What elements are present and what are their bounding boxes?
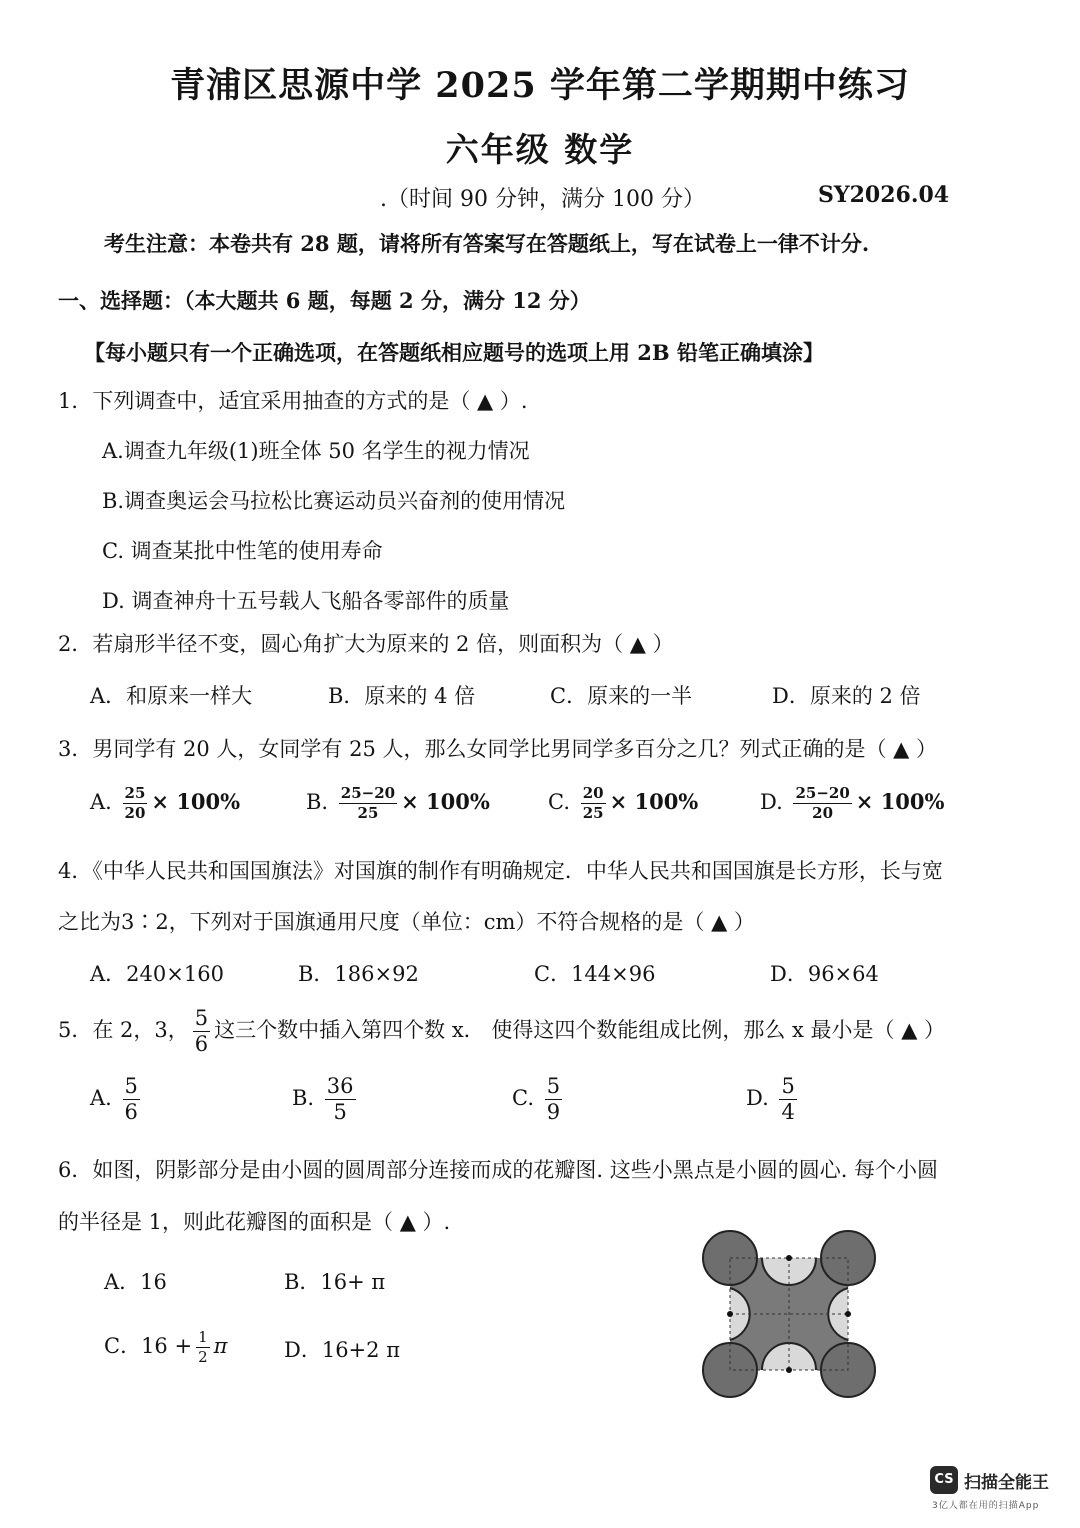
q6-c-pi: π (213, 1334, 228, 1358)
q5-b-denominator: 5 (333, 1100, 347, 1124)
q6-option-a: A．16 (104, 1270, 167, 1294)
q3-d-label: D. (760, 790, 783, 814)
q6-c-label: C．16 + (104, 1334, 193, 1358)
q1-option-b: B.调查奥运会马拉松比赛运动员兴奋剂的使用情况 (102, 489, 566, 513)
q3-b-denominator: 25 (357, 804, 379, 822)
q2-option-c: C．原来的一半 (550, 684, 693, 708)
q3-option-d (760, 786, 944, 821)
q5-option-c (512, 1076, 566, 1123)
q6-c-denominator: 2 (198, 1348, 208, 1366)
q6-option-c (104, 1330, 227, 1365)
q4-stem-line1: 4．《中华人民共和国国旗法》对国旗的制作有明确规定．中华人民共和国国旗是长方形，长与宽 (58, 859, 943, 883)
q5-option-d (746, 1076, 801, 1123)
q6-option-b: B．16+ π (284, 1270, 386, 1294)
scanner-brand-tagline: 3亿人都在用的扫描App (932, 1501, 1040, 1511)
q5-d-numerator: 5 (781, 1074, 795, 1098)
q5-a-fraction (123, 1076, 140, 1123)
q5-d-label: D. (746, 1086, 769, 1110)
q3-b-label: B. (306, 790, 329, 814)
q5-c-denominator: 9 (546, 1100, 561, 1124)
section-title: 一、选择题：（本大题共 6 题，每题 2 分，满分 12 分） (58, 288, 591, 313)
q4-option-d: D．96×64 (770, 962, 879, 986)
q3-c-denominator: 25 (582, 804, 604, 822)
exam-notice: 考生注意：本卷共有 28 题，请将所有答案写在答题纸上，写在试卷上一律不计分. (104, 231, 870, 256)
q5-d-denominator: 4 (781, 1100, 795, 1124)
q3-d-numerator: 25−20 (795, 784, 850, 802)
q3-a-denominator: 20 (124, 804, 146, 822)
q3-a-fraction (123, 786, 148, 821)
exam-title: 青浦区思源中学 2025 学年第二学期期中练习 (170, 65, 910, 106)
q5-c-label: C. (512, 1086, 534, 1110)
q2-stem: 2．若扇形半径不变，圆心角扩大为原来的 2 倍，则面积为（ ▲ ） (58, 632, 674, 656)
figure-center-dot-top (786, 1255, 792, 1261)
q5-b-numerator: 36 (326, 1074, 354, 1098)
q5-a-numerator: 5 (124, 1074, 138, 1098)
q4-option-c: C．144×96 (534, 962, 656, 986)
q4-option-a: A．240×160 (90, 962, 224, 986)
q3-a-numerator: 25 (124, 784, 146, 802)
q1-option-c: C. 调查某批中性笔的使用寿命 (102, 539, 383, 563)
q5-b-label: B. (292, 1086, 315, 1110)
exam-meta: .（时间 90 分钟，满分 100 分） (380, 187, 705, 212)
q3-d-fraction (793, 786, 851, 821)
q3-c-fraction (581, 786, 606, 821)
q3-d-denominator: 20 (812, 804, 834, 822)
figure-center-dot-left (727, 1311, 733, 1317)
q6-c-fraction (196, 1330, 210, 1365)
q6-stem-line2: 的半径是 1，则此花瓣图的面积是（ ▲ ）. (58, 1210, 451, 1234)
q5-d-fraction (779, 1076, 796, 1123)
q5-stem-fraction (193, 1008, 210, 1055)
q2-option-a: A．和原来一样大 (90, 684, 253, 708)
q5-c-numerator: 5 (546, 1074, 561, 1098)
q1-option-d: D. 调查神舟十五号载人飞船各零部件的质量 (102, 589, 510, 613)
q3-option-a (90, 786, 240, 821)
q5-b-fraction (325, 1076, 356, 1123)
exam-code: SY2026.04 (818, 182, 950, 208)
petal-figure (700, 1228, 878, 1400)
q4-option-b: B．186×92 (298, 962, 419, 986)
q6-stem-line1: 6．如图，阴影部分是由小圆的圆周部分连接而成的花瓣图. 这些小黑点是小圆的圆心. 每个小圆 (58, 1158, 939, 1182)
figure-corner-circle-tr (821, 1231, 875, 1285)
exam-subtitle: 六年级 数学 (445, 130, 635, 169)
q3-option-b (306, 786, 490, 821)
q2-option-b: B．原来的 4 倍 (328, 684, 476, 708)
q2-option-d: D．原来的 2 倍 (772, 684, 921, 708)
q6-c-numerator: 1 (198, 1328, 208, 1346)
q3-a-suffix: × 100% (151, 789, 241, 814)
q5-stem (58, 1008, 945, 1055)
q3-b-numerator: 25−20 (340, 784, 396, 802)
q1-stem: 1．下列调查中，适宜采用抽查的方式的是（ ▲ ）. (58, 389, 528, 413)
q3-c-numerator: 20 (582, 784, 604, 802)
scanner-brand-name: 扫描全能王 (964, 1473, 1049, 1493)
q3-option-c (548, 786, 698, 821)
q6-option-d: D．16+2 π (284, 1338, 400, 1362)
q5-a-denominator: 6 (124, 1100, 138, 1124)
q4-stem-line2: 之比为3∶2，下列对于国旗通用尺度（单位：cm）不符合规格的是（ ▲ ） (58, 910, 755, 934)
q5-stem-pre: 5．在 2，3， (58, 1018, 189, 1042)
section-instruction: 【每小题只有一个正确选项，在答题纸相应题号的选项上用 2B 铅笔正确填涂】 (84, 340, 824, 365)
figure-center-dot-bottom (786, 1367, 792, 1373)
q1-option-a: A.调查九年级(1)班全体 50 名学生的视力情况 (102, 439, 530, 463)
q5-c-fraction (545, 1076, 562, 1123)
q3-b-suffix: × 100% (401, 789, 490, 814)
q5-option-b (292, 1076, 360, 1123)
q3-b-fraction (339, 786, 397, 821)
q3-d-suffix: × 100% (855, 789, 945, 814)
q5-a-label: A. (90, 1086, 112, 1110)
q3-stem: 3．男同学有 20 人，女同学有 25 人，那么女同学比男同学多百分之几？列式正确的是（ ▲ ） (58, 737, 938, 761)
q5-option-a (90, 1076, 144, 1123)
q5-stem-denominator: 6 (194, 1032, 209, 1056)
q3-a-label: A. (90, 790, 112, 814)
q3-c-label: C. (548, 790, 570, 814)
q3-c-suffix: × 100% (609, 789, 699, 814)
scanner-logo-icon: CS (930, 1466, 958, 1494)
q5-stem-post: 这三个数中插入第四个数 x． 使得这四个数能组成比例，那么 x 最小是（ ▲ ） (214, 1018, 946, 1042)
q5-stem-numerator: 5 (194, 1006, 209, 1030)
figure-center-dot-right (845, 1311, 851, 1317)
